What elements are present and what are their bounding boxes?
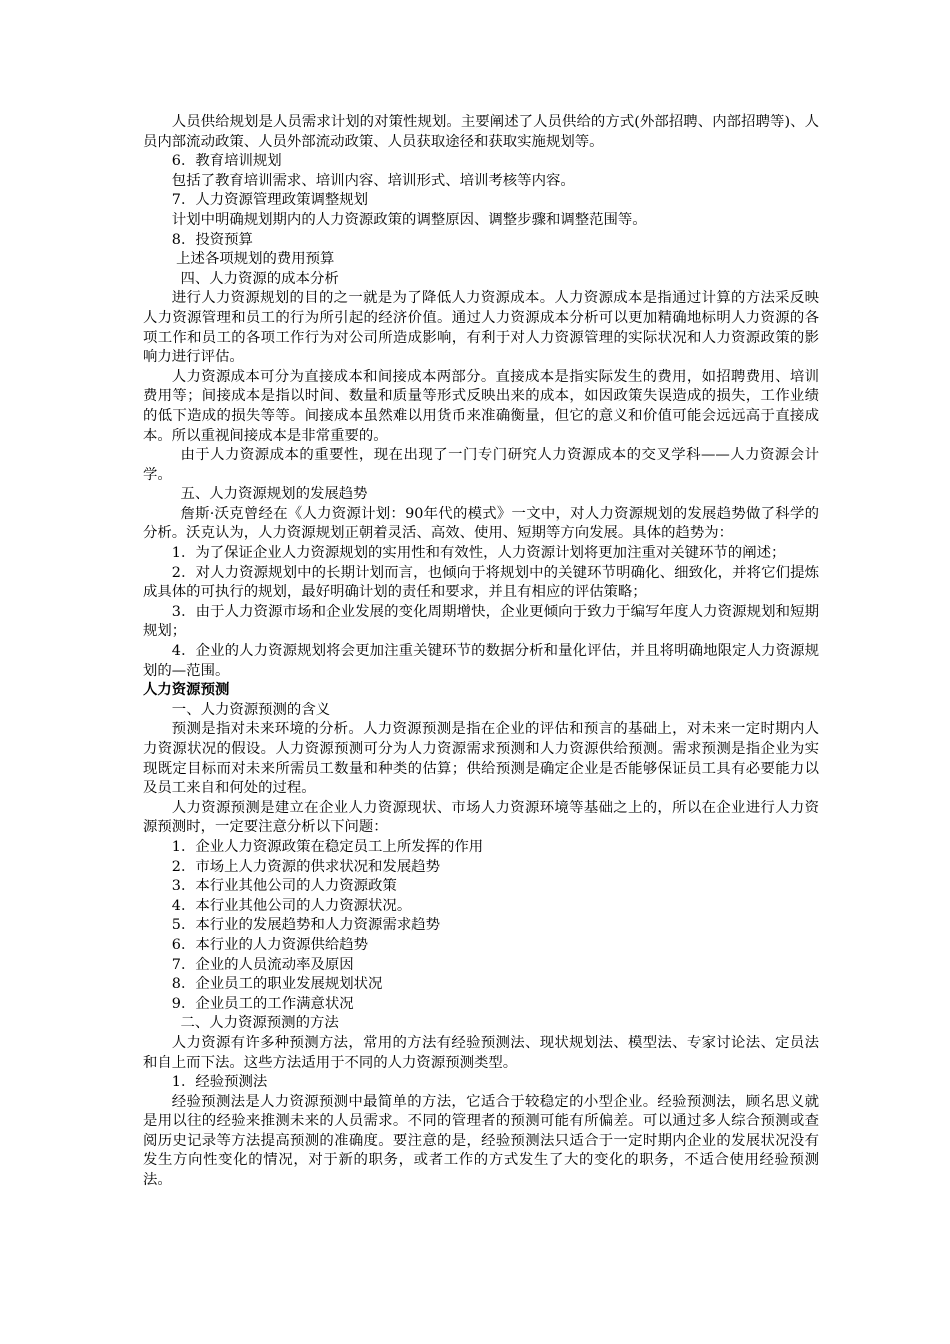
section-heading: 二、人力资源预测的方法 <box>180 1015 339 1032</box>
list-item: 1．企业人力资源政策在稳定员工上所发挥的作用 <box>171 838 484 855</box>
list-item: 3．由于人力资源市场和企业发展的变化周期增快，企业更倾向于致力于编写年度人力资源规划和短期规划； <box>143 603 819 640</box>
paragraph: 詹斯·沃克曾经在《人力资源计划：90年代的模式》一文中，对人力资源规划的发展趋势做了科学的分析。沃克认为，人力资源规划正朝着灵活、高效、使用、短期等方向发展。具体的趋势为： <box>143 505 819 542</box>
list-item: 3．本行业其他公司的人力资源政策 <box>171 878 397 895</box>
list-item: 2．对人力资源规划中的长期计划而言，也倾向于将规划中的关键环节明确化、细致化，并将它们提炼成具体的可执行的规划，最好明确计划的责任和要求，并且有相应的评估策略； <box>143 564 819 601</box>
paragraph: 预测是指对未来环境的分析。人力资源预测是指在企业的评估和预言的基础上，对未来一定时期内人力资源状况的假设。人力资源预测可分为人力资源需求预测和人力资源供给预测。需求预测是指企业为实现既定目标而对未来所需员工数量和种类的估算；供给预测是确定企业是否能够保证员工具有必要能力以及员工来自和何处的过程。 <box>143 721 819 797</box>
paragraph: 人员供给规划是人员需求计划的对策性规划。主要阐述了人员供给的方式(外部招聘、内部招聘等)、人员内部流动政策、人员外部流动政策、人员获取途径和获取实施规划等。 <box>143 114 819 150</box>
paragraph: 进行人力资源规划的目的之一就是为了降低人力资源成本。人力资源成本是指通过计算的方法采反映人力资源管理和员工的行为所引起的经济价值。通过人力资源成本分析可以更加精确地标明人力资源的各项工作和员工的各项工作行为对公司所造成影响，有利于对人力资源管理的实际状况和人力资源政策的影响力进行评估。 <box>143 290 819 366</box>
numbered-heading: 1．经验预测法 <box>171 1074 268 1091</box>
list-item: 8．企业员工的职业发展规划状况 <box>171 976 383 993</box>
list-item: 4．本行业其他公司的人力资源状况。 <box>171 897 412 914</box>
paragraph: 上述各项规划的费用预算 <box>176 251 335 268</box>
list-item: 9．企业员工的工作满意状况 <box>171 995 354 1012</box>
numbered-heading: 6．教育培训规划 <box>171 153 282 170</box>
paragraph: 人力资源有许多种预测方法，常用的方法有经验预测法、现状规划法、模型法、专家讨论法、定员法和自上而下法。这些方法适用于不同的人力资源预测类型。 <box>143 1034 819 1071</box>
paragraph: 包括了教育培训需求、培训内容、培训形式、培训考核等内容。 <box>171 172 575 189</box>
paragraph: 人力资源成本可分为直接成本和间接成本两部分。直接成本是指实际发生的费用，如招聘费用、培训费用等；间接成本是指以时间、数量和质量等形式反映出来的成本，如因政策失误造成的损失，工作业绩的低下造成的损失等等。间接成本虽然难以用货币来准确衡量，但它的意义和价值可能会远远高于直接成本。所以重视间接成本是非常重要的。 <box>143 368 819 444</box>
paragraph: 由于人力资源成本的重要性，现在出现了一门专门研究人力资源成本的交叉学科——人力资源会计学。 <box>143 447 819 483</box>
list-item: 2．市场上人力资源的供求状况和发展趋势 <box>171 858 440 875</box>
paragraph: 计划中明确规划期内的人力资源政策的调整原因、调整步骤和调整范围等。 <box>171 211 647 228</box>
section-heading: 四、人力资源的成本分析 <box>180 270 339 287</box>
list-item: 1．为了保证企业人力资源规划的实用性和有效性，人力资源计划将更加注重对关键环节的阐述； <box>171 545 786 562</box>
section-heading: 一、人力资源预测的含义 <box>171 701 331 718</box>
list-item: 6．本行业的人力资源供给趋势 <box>171 936 369 953</box>
numbered-heading: 7．人力资源管理政策调整规划 <box>171 192 369 209</box>
list-item: 5．本行业的发展趋势和人力资源需求趋势 <box>171 917 440 934</box>
section-heading: 五、人力资源规划的发展趋势 <box>180 486 368 503</box>
numbered-heading: 8．投资预算 <box>171 231 253 248</box>
paragraph: 人力资源预测是建立在企业人力资源现状、市场人力资源环境等基础之上的，所以在企业进行人力资源预测时，一定要注意分析以下问题： <box>143 799 819 836</box>
paragraph: 经验预测法是人力资源预测中最简单的方法，它适合于较稳定的小型企业。经验预测法，顾名思义就是用以往的经验来推测未来的人员需求。不同的管理者的预测可能有所偏差。可以通过多人综合预测或查阅历史记录等方法提高预测的准确度。要注意的是，经验预测法只适合于一定时期内企业的发展状况没有发生方向性变化的情况，对于新的职务，或者工作的方式发生了大的变化的职务，不适合使用经验预测法。 <box>143 1093 819 1189</box>
main-heading: 人力资源预测 <box>143 682 230 699</box>
list-item: 7．企业的人员流动率及原因 <box>171 956 354 973</box>
list-item: 4．企业的人力资源规划将会更加注重关键环节的数据分析和量化评估，并且将明确地限定人力资源规划的—范围。 <box>143 643 819 679</box>
document-page <box>143 113 819 1191</box>
